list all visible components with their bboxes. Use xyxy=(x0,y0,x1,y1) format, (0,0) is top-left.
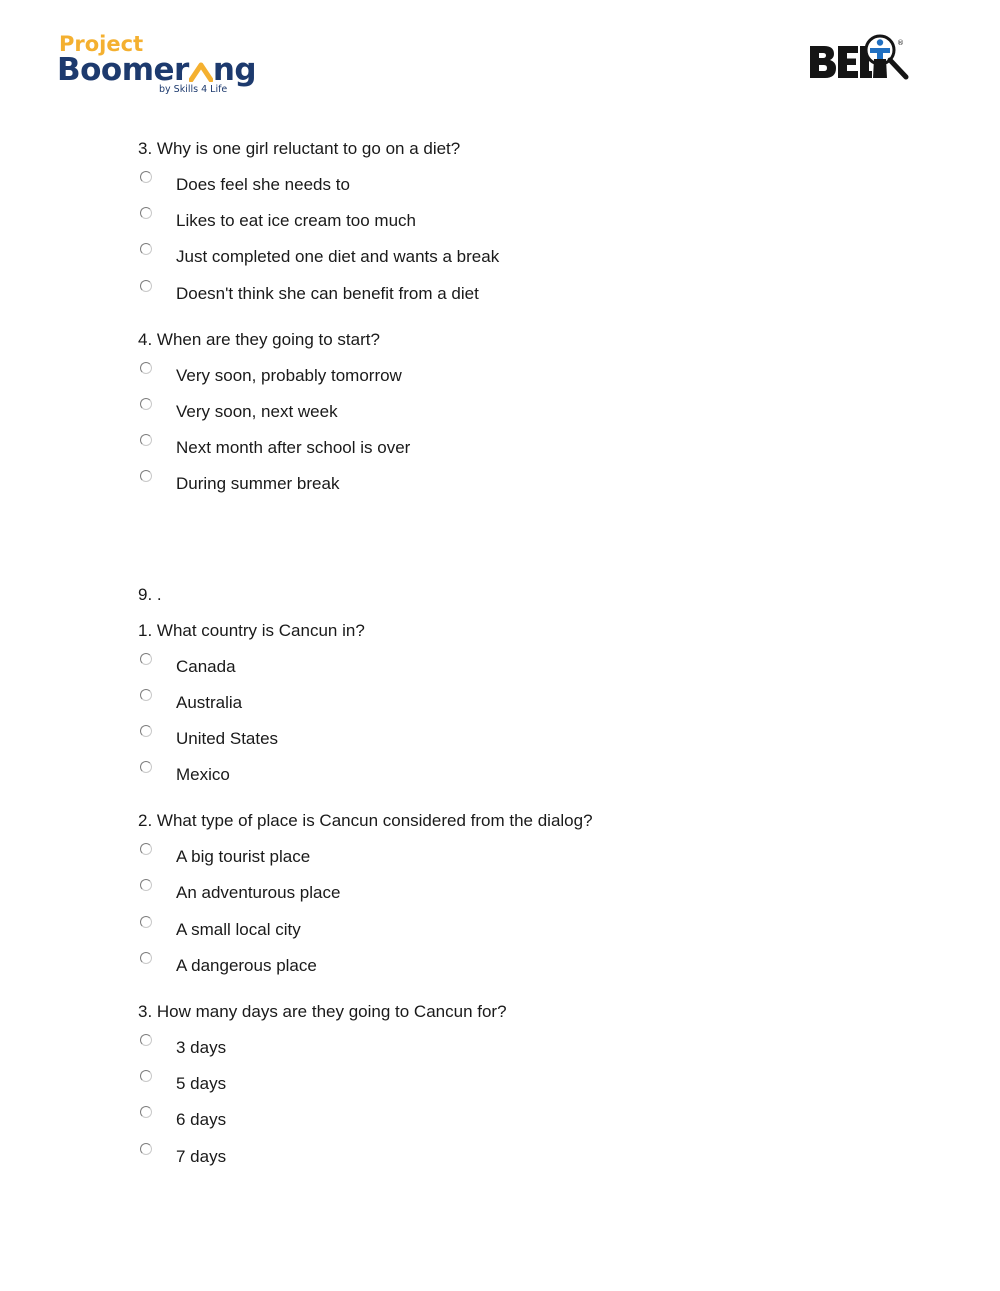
belt-logo xyxy=(808,33,912,85)
radio-button[interactable] xyxy=(140,653,152,665)
radio-button[interactable] xyxy=(140,1034,152,1046)
option-label[interactable]: Australia xyxy=(176,692,243,712)
boomerang-caret-icon xyxy=(189,54,213,76)
question-1-cancun-country xyxy=(138,619,858,799)
radio-button[interactable] xyxy=(140,689,152,701)
question-title: 2. What type of place is Cancun considered from the dialog? xyxy=(138,811,593,831)
question-title: 3. How many days are they going to Cancun for? xyxy=(138,1002,507,1021)
option-label[interactable]: 6 days xyxy=(176,1110,227,1130)
radio-button[interactable] xyxy=(140,952,152,964)
logo-project-text: Project xyxy=(59,32,144,56)
section-label: 9. . xyxy=(138,584,162,604)
question-3-cancun-days xyxy=(138,1000,858,1180)
radio-button[interactable] xyxy=(140,1143,152,1155)
radio-button[interactable] xyxy=(140,1070,152,1082)
option-row[interactable] xyxy=(138,844,858,880)
option-row[interactable] xyxy=(138,208,858,244)
option-label[interactable]: A dangerous place xyxy=(176,955,317,975)
radio-button[interactable] xyxy=(140,362,152,374)
option-row[interactable] xyxy=(138,726,858,762)
project-boomerang-logo xyxy=(57,30,272,100)
question-title: 1. What country is Cancun in? xyxy=(138,620,365,640)
option-row[interactable] xyxy=(138,690,858,726)
option-row[interactable] xyxy=(138,762,858,798)
option-label[interactable]: Mexico xyxy=(176,765,230,785)
radio-button[interactable] xyxy=(140,470,152,482)
logo-boomerang-text xyxy=(57,52,256,88)
option-label[interactable]: Very soon, probably tomorrow xyxy=(176,365,402,385)
radio-button[interactable] xyxy=(140,243,152,255)
option-label[interactable]: An adventurous place xyxy=(176,883,341,903)
option-row[interactable] xyxy=(138,1035,858,1071)
option-label[interactable]: 3 days xyxy=(176,1038,227,1057)
option-label[interactable]: During summer break xyxy=(176,474,340,494)
question-2-cancun-place xyxy=(138,809,858,989)
option-row[interactable] xyxy=(138,399,858,435)
radio-button[interactable] xyxy=(140,434,152,446)
logo-byline: by Skills 4 Life xyxy=(159,84,228,95)
radio-button[interactable] xyxy=(140,171,152,183)
option-row[interactable] xyxy=(138,363,858,399)
option-row[interactable] xyxy=(138,172,858,208)
question-4-start xyxy=(138,328,858,508)
option-label[interactable]: Doesn't think she can benefit from a diet xyxy=(176,283,479,303)
option-row[interactable] xyxy=(138,1144,858,1180)
option-label[interactable]: 5 days xyxy=(176,1074,227,1094)
radio-button[interactable] xyxy=(140,879,152,891)
radio-button[interactable] xyxy=(140,280,152,292)
option-label[interactable]: Next month after school is over xyxy=(176,438,411,458)
option-label[interactable]: Canada xyxy=(176,656,236,676)
option-label[interactable]: United States xyxy=(176,728,279,748)
quiz-content xyxy=(138,137,858,1180)
radio-button[interactable] xyxy=(140,761,152,773)
option-label[interactable]: A small local city xyxy=(176,919,301,939)
option-row[interactable] xyxy=(138,281,858,317)
spacer xyxy=(138,989,858,1000)
option-row[interactable] xyxy=(138,1107,858,1143)
option-label[interactable]: 7 days xyxy=(176,1146,227,1166)
option-label[interactable]: Just completed one diet and wants a break xyxy=(176,247,500,267)
option-row[interactable] xyxy=(138,435,858,471)
option-row[interactable] xyxy=(138,880,858,916)
logo-boomerang-part1: Boomer xyxy=(57,52,189,88)
spacer xyxy=(138,798,858,809)
option-label[interactable]: Likes to eat ice cream too much xyxy=(176,211,417,231)
question-title: 4. When are they going to start? xyxy=(138,329,380,349)
radio-button[interactable] xyxy=(140,398,152,410)
spacer xyxy=(138,317,858,328)
option-row[interactable] xyxy=(138,654,858,690)
section-spacer xyxy=(138,508,858,583)
option-row[interactable] xyxy=(138,471,858,507)
question-3-diet xyxy=(138,137,858,317)
option-row[interactable] xyxy=(138,917,858,953)
question-title: 3. Why is one girl reluctant to go on a diet? xyxy=(138,139,461,158)
radio-button[interactable] xyxy=(140,1106,152,1118)
radio-button[interactable] xyxy=(140,725,152,737)
option-label[interactable]: Does feel she needs to xyxy=(176,175,350,194)
belt-registered-mark: ® xyxy=(897,39,904,47)
option-row[interactable] xyxy=(138,244,858,280)
option-label[interactable]: A big tourist place xyxy=(176,847,311,867)
radio-button[interactable] xyxy=(140,916,152,928)
option-row[interactable] xyxy=(138,953,858,989)
option-row[interactable] xyxy=(138,1071,858,1107)
logo-boomerang-part2: ng xyxy=(212,52,257,88)
radio-button[interactable] xyxy=(140,843,152,855)
radio-button[interactable] xyxy=(140,207,152,219)
option-label[interactable]: Very soon, next week xyxy=(176,401,338,421)
